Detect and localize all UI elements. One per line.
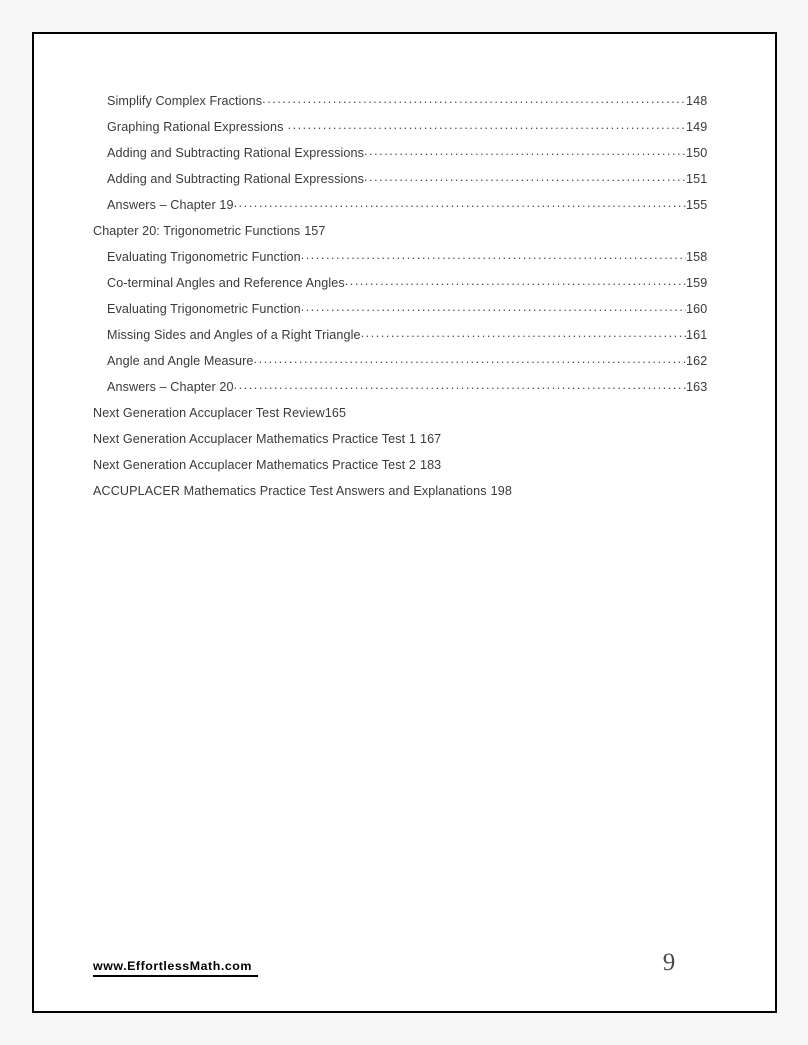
toc-entry-title: Answers – Chapter 20 [107,380,234,394]
toc-dot-leader [234,196,686,210]
toc-entry[interactable] [34,172,775,198]
toc-entry-row [107,120,746,134]
toc-entry[interactable] [34,380,775,406]
toc-entry-row [107,146,746,160]
toc-entry-title: Co-terminal Angles and Reference Angles [107,276,345,290]
toc-entry[interactable] [34,94,775,120]
toc-entry-row [93,224,605,238]
toc-entry-title: Evaluating Trigonometric Function [107,302,301,316]
toc-dot-leader [345,274,686,288]
toc-entry-row [107,276,746,290]
toc-entry-page-number: 183 [419,458,442,472]
toc-entry-page-number: 162 [686,354,708,368]
toc-entry[interactable] [34,354,775,380]
toc-entry-title: Evaluating Trigonometric Function [107,250,301,264]
toc-entry-title: Answers – Chapter 19 [107,198,234,212]
toc-entry-row [107,94,746,108]
table-of-contents [34,94,775,510]
toc-entry-title: Adding and Subtracting Rational Expressions [107,146,365,160]
page-number: 9 [662,949,676,976]
toc-dot-leader [364,144,686,158]
toc-entry-page-number: 198 [490,484,512,498]
toc-entry-row [107,198,746,212]
toc-entry-row [107,172,746,186]
toc-entry-title: Next Generation Accuplacer Test Review [93,406,325,420]
toc-entry-row [93,406,605,420]
toc-entry-title: Next Generation Accuplacer Mathematics Practice Test 1 [93,432,416,446]
toc-entry[interactable] [34,146,775,172]
toc-dot-leader [301,300,686,314]
toc-entry[interactable] [34,250,775,276]
toc-dot-leader [288,118,686,132]
toc-entry[interactable] [34,224,775,250]
toc-entry-title: ACCUPLACER Mathematics Practice Test Answers and Explanations [93,484,487,498]
toc-entry-page-number: 159 [686,276,708,290]
toc-dot-leader [301,248,686,262]
toc-entry[interactable] [34,198,775,224]
toc-entry-row [93,458,605,472]
toc-entry[interactable] [34,432,775,458]
document-page [32,32,777,1013]
footer-website-link[interactable]: www.EffortlessMath.com [93,959,258,977]
toc-entry-title: Adding and Subtracting Rational Expressions [107,172,365,186]
toc-entry-page-number: 165 [324,406,347,420]
toc-entry-title: Simplify Complex Fractions [107,94,263,108]
toc-entry[interactable] [34,120,775,146]
toc-entry[interactable] [34,458,775,484]
toc-entry-page-number: 151 [686,172,708,186]
toc-entry-page-number: 148 [686,94,708,108]
toc-entry-page-number: 149 [686,120,708,134]
toc-entry-title: Angle and Angle Measure [107,354,254,368]
toc-entry-page-number: 163 [686,380,708,394]
toc-entry[interactable] [34,276,775,302]
toc-entry-page-number: 155 [686,198,708,212]
toc-entry-title: Missing Sides and Angles of a Right Triangle [107,328,361,342]
toc-dot-leader [254,352,686,366]
toc-entry-page-number: 158 [686,250,708,264]
toc-entry-title: Next Generation Accuplacer Mathematics Practice Test 2 [93,458,416,472]
toc-entry[interactable] [34,328,775,354]
toc-entry[interactable] [34,302,775,328]
toc-dot-leader [234,378,686,392]
toc-entry-title: Chapter 20: Trigonometric Functions [93,224,301,238]
toc-entry-page-number: 157 [304,224,326,238]
toc-entry-page-number: 160 [686,302,708,316]
toc-dot-leader [361,326,686,340]
toc-entry-row [107,380,746,394]
toc-dot-leader [364,170,686,184]
toc-entry-title: Graphing Rational Expressions [107,120,284,134]
toc-entry-page-number: 167 [419,432,442,446]
toc-dot-leader [262,92,686,106]
toc-entry[interactable] [34,406,775,432]
toc-entry-row [93,484,605,498]
toc-entry-row [107,328,746,342]
toc-entry-page-number: 150 [686,146,708,160]
toc-entry-row [107,354,746,368]
toc-entry-row [93,432,605,446]
toc-entry-row [107,250,746,264]
toc-entry-row [107,302,746,316]
toc-entry[interactable] [34,484,775,510]
toc-entry-page-number: 161 [686,328,708,342]
